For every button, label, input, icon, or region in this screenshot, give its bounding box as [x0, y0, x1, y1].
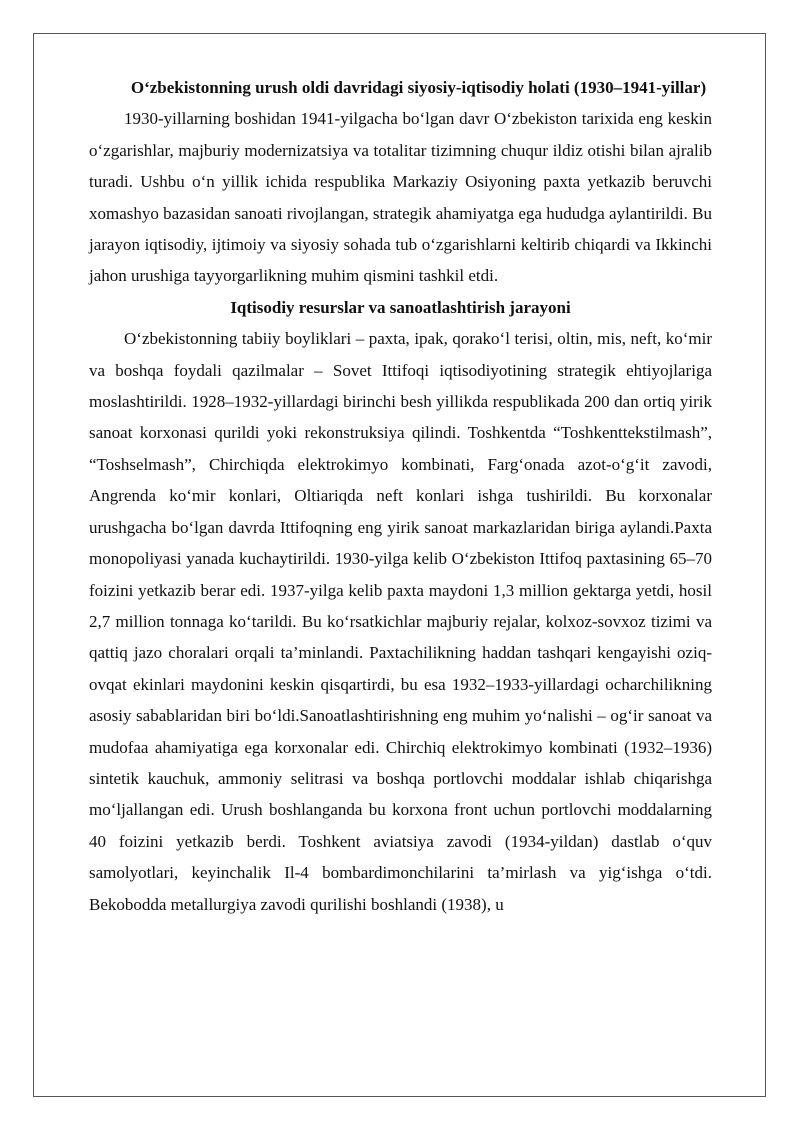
body-paragraph: O‘zbekistonning tabiiy boyliklari – paxta, ipak, qorako‘l terisi, oltin, mis, neft, ko‘mir va boshqa foydali qazilmalar – Sovet Ittifoqi iqtisodiyotining strategik ehtiyojlariga moslashtirildi. 1928–1932-yillardagi birinchi besh yillikda respublikada 200 dan ortiq yirik sanoat korxonasi qurildi yoki rekonstruksiya qilindi. Toshkentda “Toshkenttekstilmash”, “Toshselmash”, Chirchiqda elektrokimyo kombinati, Farg‘onada azot-o‘g‘it zavodi, Angrenda ko‘mir konlari, Oltiariqda neft konlari ishga tushirildi. Bu korxonalar urushgacha bo‘lgan davrda Ittifoqning eng yirik sanoat markazlaridan biriga aylandi.Paxta monopoliyasi yanada kuchaytirildi. 1930-yilga kelib O‘zbekiston Ittifoq paxtasining 65–70 foizini yetkazib berar edi. 1937-yilga kelib paxta maydoni 1,3 million gektarga yetdi, hosil 2,7 million tonnaga ko‘tarildi. Bu ko‘rsatkichlar majburiy rejalar, kolxoz-sovxoz tizimi va qattiq jazo choralari orqali ta’minlandi. Paxtachilikning haddan tashqari kengayishi oziq-ovqat ekinlari maydonini keskin qisqartirdi, bu esa 1932–1933-yillardagi ocharchilikning asosiy sabablaridan biri bo‘ldi.Sanoatlashtirishning eng muhim yo‘nalishi – og‘ir sanoat va mudofaa ahamiyatiga ega korxonalar edi. Chirchiq elektrokimyo kombinati (1932–1936) sintetik kauchuk, ammoniy selitrasi va boshqa portlovchi moddalar ishlab chiqarishga mo‘ljallangan edi. Urush boshlanganda bu korxona front uchun portlovchi moddalarning 40 foizini yetkazib berdi. Toshkent aviatsiya zavodi (1934-yildan) dastlab o‘quv samolyotlari, keyinchalik Il-4 bombardimonchilarini ta’mirlash va yig‘ishga o‘tdi. Bekobodda metallurgiya zavodi qurilishi boshlandi (1938), u	[89, 329, 712, 914]
document-content	[89, 72, 712, 920]
section-heading: Iqtisodiy resurslar va sanoatlashtirish jarayoni	[230, 297, 571, 317]
intro-paragraph: 1930-yillarning boshidan 1941-yilgacha bo‘lgan davr O‘zbekiston tarixida eng keskin o‘zgarishlar, majburiy modernizatsiya va totalitar tizimning chuqur ildiz otishi bilan ajralib turadi. Ushbu o‘n yillik ichida respublika Markaziy Osiyoning paxta yetkazib beruvchi xomashyo bazasidan sanoati rivojlangan, strategik ahamiyatga ega hududga aylantirildi. Bu jarayon iqtisodiy, ijtimoiy va siyosiy sohada tub o‘zgarishlarni keltirib chiqardi va Ikkinchi jahon urushiga tayyorgarlikning muhim qismini tashkil etdi.	[89, 109, 712, 286]
document-title: O‘zbekistonning urush oldi davridagi siyosiy-iqtisodiy holati (1930–1941-yillar)	[130, 78, 707, 97]
